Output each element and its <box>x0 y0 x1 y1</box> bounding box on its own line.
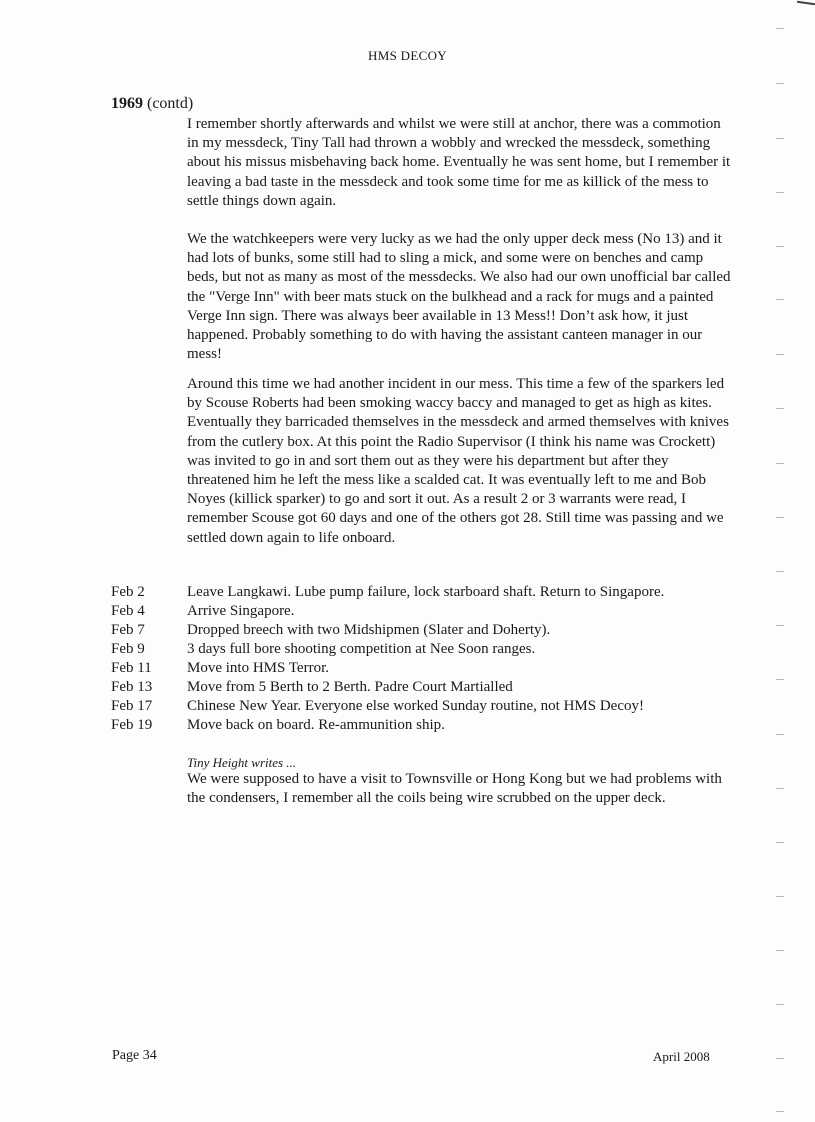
page-number: Page 34 <box>112 1048 157 1063</box>
margin-tick <box>776 299 784 300</box>
event-text: Move into HMS Terror. <box>187 660 330 676</box>
event-date: Feb 2 <box>111 584 145 600</box>
margin-tick <box>776 246 784 247</box>
event-text: Chinese New Year. Everyone else worked Sunday routine, not HMS Decoy! <box>187 698 644 714</box>
margin-tick <box>776 138 784 139</box>
margin-tick <box>776 842 784 843</box>
event-date: Feb 13 <box>111 679 153 695</box>
footer-date: April 2008 <box>653 1049 710 1064</box>
event-date: Feb 4 <box>111 603 145 619</box>
event-row <box>111 716 731 735</box>
event-date: Feb 9 <box>111 641 145 657</box>
margin-tick <box>776 571 784 572</box>
event-text: Dropped breech with two Midshipmen (Slater and Doherty). <box>187 622 551 638</box>
margin-tick <box>776 679 784 680</box>
event-text: Move from 5 Berth to 2 Berth. Padre Court Martialled <box>187 679 513 695</box>
margin-tick <box>776 354 784 355</box>
event-row <box>111 678 731 697</box>
margin-tick <box>776 408 784 409</box>
paragraph: We the watchkeepers were very lucky as we had the only upper deck mess (No 13) and it had lots of bunks, some still had to sling a mick, and some were on benches and camp beds, but not as many as most of the messdecks. We also had our own unofficial bar called the "Verge Inn" with beer mats stuck on the bulkhead and a rack for mugs and a painted Verge Inn sign. There was always beer available in 13 Mess!! Don’t ask how, it just happened. Probably something to do with having the assistant canteen manager in our mess! <box>187 231 731 363</box>
event-list <box>111 583 731 735</box>
margin-tick <box>776 1004 784 1005</box>
quote-author: Tiny Height writes ... <box>187 755 297 770</box>
margin-tick <box>776 1058 784 1059</box>
event-text: Move back on board. Re-ammunition ship. <box>187 717 445 733</box>
event-row <box>111 621 731 640</box>
event-date: Feb 17 <box>111 698 153 714</box>
event-text: Leave Langkawi. Lube pump failure, lock starboard shaft. Return to Singapore. <box>187 584 665 600</box>
margin-tick <box>776 896 784 897</box>
margin-tick <box>776 625 784 626</box>
margin-tick <box>776 788 784 789</box>
paragraph: Around this time we had another incident in our mess. This time a few of the sparkers led by Scouse Roberts had been smoking waccy baccy and managed to get as high as kites. Eventually they barricaded themselves in the messdeck and armed themselves with knives from the cutlery box. At this point the Radio Supervisor (I think his name was Crockett) was invited to go in and sort them out as they were his department but after they threatened him he left the mess like a scalded cat. It was eventually left to me and Bob Noyes (killick sparker) to go and sort it out. As a result 2 or 3 warrants were read, I remember Scouse got 60 days and one of the others got 28. Still time was passing and we settled down again to life onboard. <box>187 376 729 546</box>
event-text: Arrive Singapore. <box>187 603 295 619</box>
margin-tick <box>776 734 784 735</box>
event-date: Feb 7 <box>111 622 145 638</box>
event-date: Feb 19 <box>111 717 153 733</box>
section-suffix: (contd) <box>143 95 194 112</box>
event-date: Feb 11 <box>111 660 152 676</box>
margin-tick <box>776 192 784 193</box>
event-row <box>111 583 731 602</box>
quote-text: We were supposed to have a visit to Townsville or Hong Kong but we had problems with the condensers, I remember all the coils being wire scrubbed on the upper deck. <box>187 771 722 807</box>
margin-tick <box>776 517 784 518</box>
margin-tick <box>776 950 784 951</box>
page-title: HMS DECOY <box>368 48 447 63</box>
scan-corner-mark <box>797 1 815 5</box>
event-row <box>111 602 731 621</box>
event-row <box>111 640 731 659</box>
section-heading <box>111 95 193 113</box>
margin-tick <box>776 28 784 29</box>
paragraph: I remember shortly afterwards and whilst we were still at anchor, there was a commotion in my messdeck, Tiny Tall had thrown a wobbly and wrecked the messdeck, something about his missus misbehaving back home. Eventually he was sent home, but I remember it leaving a bad taste in the messdeck and took some time for me as killick of the mess to settle things down again. <box>187 116 731 209</box>
margin-tick <box>776 1111 784 1112</box>
event-row <box>111 697 731 716</box>
margin-tick <box>776 83 784 84</box>
event-row <box>111 659 731 678</box>
event-text: 3 days full bore shooting competition at Nee Soon ranges. <box>187 641 536 657</box>
margin-tick <box>776 463 784 464</box>
section-year: 1969 <box>111 95 143 112</box>
